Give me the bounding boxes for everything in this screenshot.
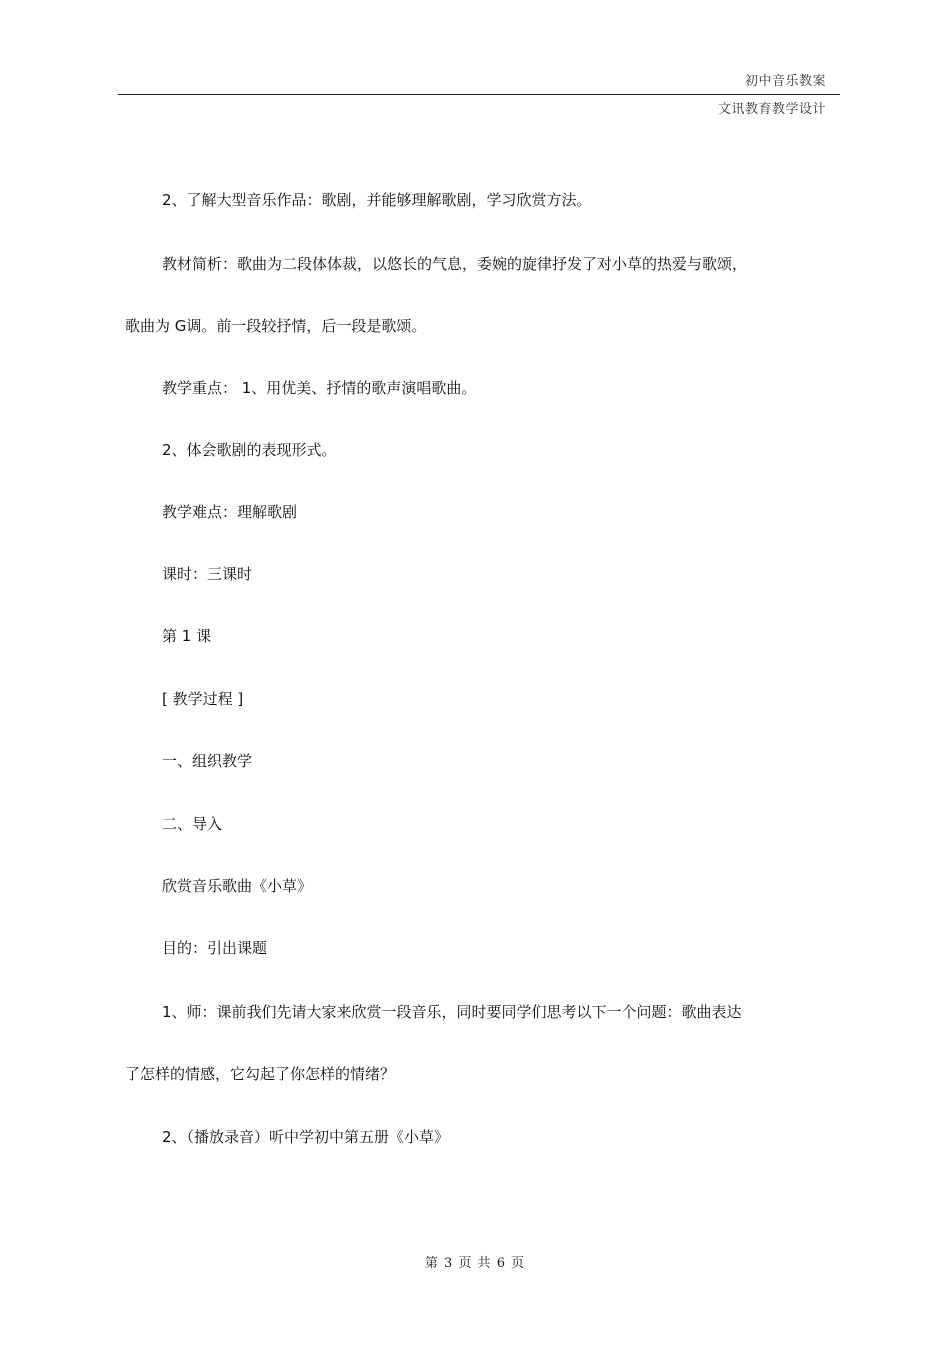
paragraph-line: 2、了解大型音乐作品：歌剧，并能够理解歌剧，学习欣赏方法。	[162, 191, 592, 209]
paragraph-line: 了怎样的情感，它勾起了你怎样的情绪？	[125, 1065, 396, 1083]
paragraph-line: 教学重点： 1、用优美、抒情的歌声演唱歌曲。	[162, 379, 477, 397]
paragraph-line: 第 1 课	[162, 627, 212, 645]
header-divider	[118, 94, 840, 95]
paragraph-line: 2、（播放录音）听中学初中第五册《小草》	[162, 1128, 450, 1146]
paragraph-line: 2、体会歌剧的表现形式。	[162, 441, 337, 459]
paragraph-line: 歌曲为 G调。前一段较抒情，后一段是歌颂。	[125, 317, 427, 335]
paragraph-line: 1、师：课前我们先请大家来欣赏一段音乐，同时要同学们思考以下一个问题：歌曲表达	[162, 1003, 742, 1021]
paragraph-line: 课时：三课时	[162, 565, 253, 583]
paragraph-line: 教学难点：理解歌剧	[162, 503, 298, 521]
paragraph-line: 一、组织教学	[162, 752, 253, 770]
paragraph-line: 目的：引出课题	[162, 939, 268, 957]
paragraph-line: [ 教学过程 ]	[162, 690, 244, 708]
header-subtitle: 文讯教育教学设计	[717, 102, 826, 117]
paragraph-line: 欣赏音乐歌曲《小草》	[162, 877, 313, 895]
header-title: 初中音乐教案	[744, 74, 826, 89]
page-number-footer: 第 3 页 共 6 页	[424, 1256, 526, 1271]
paragraph-line: 教材简析：歌曲为二段体体裁，以悠长的气息，委婉的旋律抒发了对小草的热爱与歌颂，	[162, 255, 748, 273]
paragraph-line: 二、导入	[162, 815, 223, 833]
